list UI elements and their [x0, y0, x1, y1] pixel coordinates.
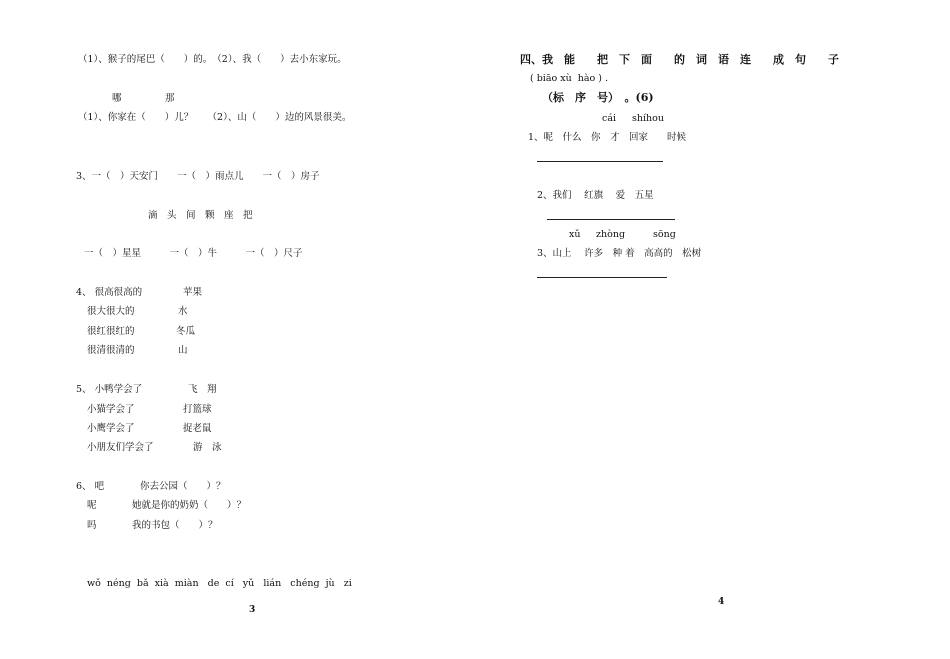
q3-pinyin-xu-zhong: xǔ zhòng [569, 229, 626, 240]
q1-pinyin-cai: cái [602, 113, 617, 124]
section-4-left-1: 4、 很高很高的 [76, 287, 143, 298]
answer-line-2[interactable] [547, 219, 675, 220]
section-4-right-1: 苹果 [183, 287, 203, 298]
question-2: 2、我们 红旗 爱 五星 [537, 190, 654, 201]
section-5-left-1: 5、 小鸭学会了 [76, 384, 143, 395]
section-4-left-2: 很大很大的 [87, 306, 135, 317]
page-number-left: 3 [249, 605, 256, 615]
section-5-left-3: 小鹰学会了 [87, 423, 135, 434]
section-5-left-4: 小朋友们学会了 [87, 442, 154, 453]
section-6-left-2: 呢 [87, 500, 97, 511]
section-4-right-3: 冬瓜 [176, 326, 196, 337]
q3-pinyin-song: sōng [653, 229, 676, 240]
section-5-right-2: 打篮球 [183, 404, 212, 415]
section-6-left-3: 吗 [87, 520, 97, 531]
choice-nei: 那 [165, 93, 175, 104]
section-heading: 四、我 能 把 下 面 的 词 语 连 成 句 子 [520, 53, 839, 66]
heading-subtitle: （标 序 号） 。(6) [542, 91, 654, 104]
section-6-right-2: 她就是你的奶奶（ ）？ [132, 500, 247, 511]
section-5-right-4: 游 泳 [193, 442, 222, 453]
pinyin-line: wǒ néng bǎ xià miàn de cí yǔ lián chéng jù zi [87, 578, 352, 589]
section-4-right-4: 山 [178, 345, 188, 356]
page-number-right: 4 [718, 597, 725, 607]
section-6-right-1: 你去公园（ ）？ [140, 481, 226, 492]
section-6-right-3: 我的书包（ ）？ [132, 520, 218, 531]
q1-pinyin-shihou: shíhou [632, 113, 664, 124]
question-1: 1、呢 什么 你 才 回家 时候 [528, 132, 687, 143]
answer-line-1[interactable] [537, 161, 663, 162]
section-3-line1: 3、一（ ）天安门 一（ ）雨点儿 一（ ）房子 [76, 171, 320, 182]
section-5-right-1: 飞 翔 [188, 384, 217, 395]
section-4-left-3: 很红很红的 [87, 326, 135, 337]
question-b: （1）、你家在（ ）儿？ （2）、山（ ）边的风景很美。 [78, 112, 352, 123]
right-page [475, 0, 950, 659]
question-3: 3、山上 许多 种 着 高高的 松树 [537, 248, 702, 259]
section-3-line2: 一（ ）星星 一（ ）牛 一（ ）尺子 [84, 248, 303, 259]
section-5-left-2: 小猫学会了 [87, 404, 135, 415]
question-a: （1）、猴子的尾巴（ ）的。 （2）、我（ ）去小东家玩。 [78, 54, 347, 65]
section-6-left-1: 6、 吧 [76, 481, 105, 492]
section-5-right-3: 捉老鼠 [183, 423, 212, 434]
heading-pinyin: ( biāo xù hào ) . [530, 73, 609, 84]
section-4-right-2: 水 [178, 306, 188, 317]
answer-line-3[interactable] [537, 277, 667, 278]
section-3-word-bank: 滴 头 间 颗 座 把 [148, 210, 253, 221]
section-4-left-4: 很清很清的 [87, 345, 135, 356]
choice-na: 哪 [112, 93, 122, 104]
